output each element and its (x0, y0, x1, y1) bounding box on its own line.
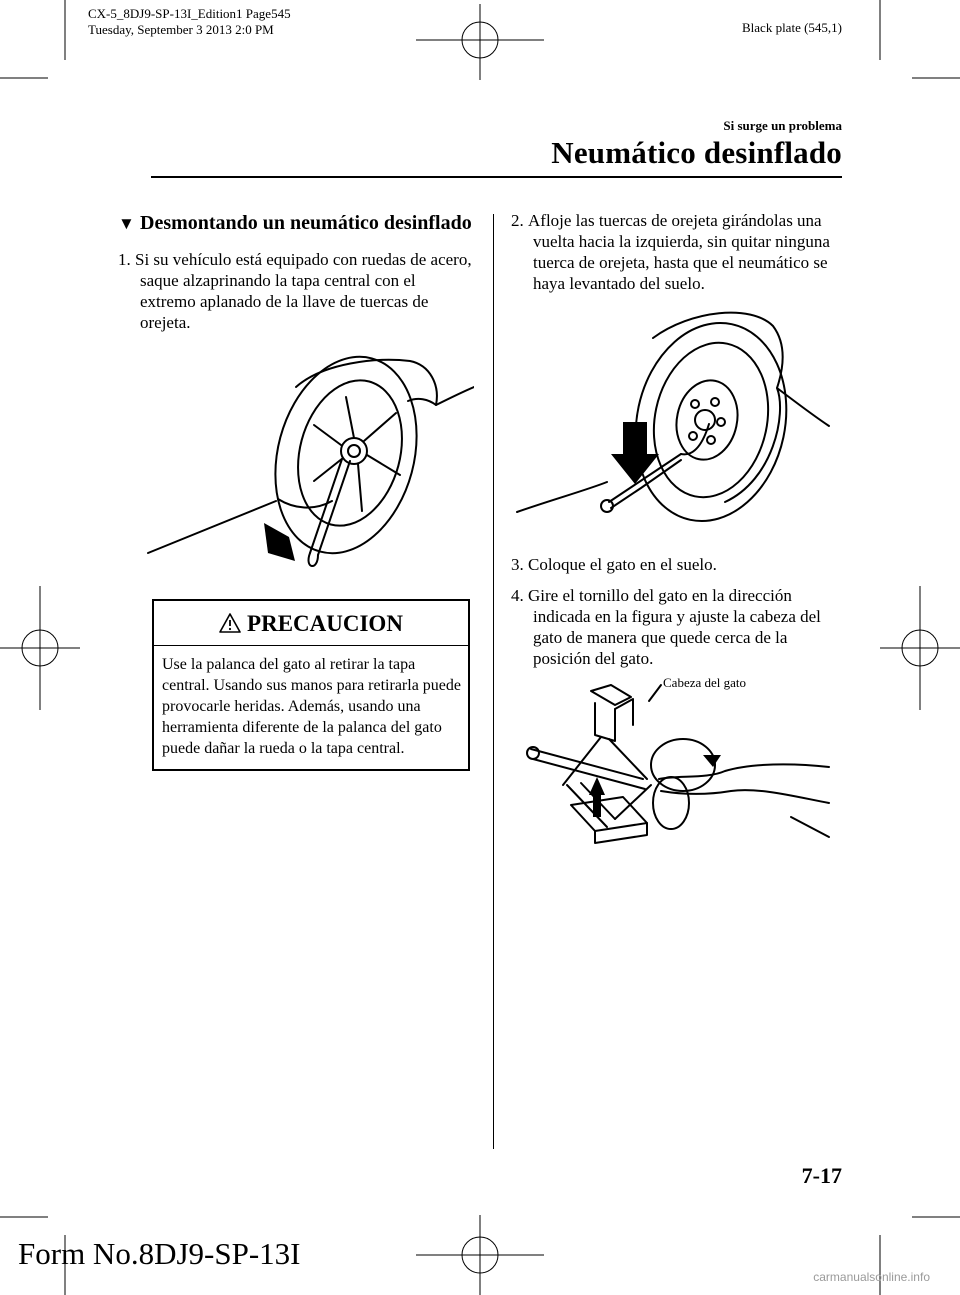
step-3-number: 3. (511, 555, 524, 574)
jack-head-label: Cabeza del gato (663, 675, 747, 690)
step-3 (511, 554, 846, 575)
wheel-cap-removal-illustration (118, 343, 474, 575)
print-header-left (88, 6, 291, 38)
caution-box (152, 599, 470, 771)
step-4-text: Gire el tornillo del gato en la dirección indicada en la figura y ajuste la cabeza del gato de manera que quede cerca de la posición del gato. (528, 586, 821, 668)
step-1-text: Si su vehículo está equipado con ruedas de acero, saque alzaprinando la tapa central con el extremo aplanado de la llave de tuercas de orejeta. (135, 250, 472, 332)
step-4 (511, 585, 846, 669)
caution-title: PRECAUCION (247, 611, 403, 636)
column-divider (493, 214, 494, 1149)
chapter-title: Si surge un problema (723, 118, 842, 133)
print-header-date: Tuesday, September 3 2013 2:0 PM (88, 22, 274, 37)
section-title: Neumático desinflado (551, 135, 842, 170)
jack-screw-illustration (511, 679, 846, 855)
step-1 (118, 249, 474, 333)
subsection-heading-text: Desmontando un neumático desinflado (140, 212, 472, 234)
triangle-marker-icon: ▼ (118, 214, 135, 233)
step-1-number: 1. (118, 250, 131, 269)
lug-nut-loosening-illustration (511, 304, 846, 544)
right-column (511, 210, 846, 855)
jack-figure (511, 675, 846, 855)
page-number: 7-17 (801, 1163, 842, 1188)
header-rule (151, 176, 842, 178)
step-2-number: 2. (511, 211, 524, 230)
step-2-text: Afloje las tuercas de orejeta girándolas una vuelta hacia la izquierda, sin quitar ninguna tuerca de orejeta, hasta que el neumático se haya levantado del suelo. (528, 211, 830, 293)
print-header-file: CX-5_8DJ9-SP-13I_Edition1 Page545 (88, 6, 291, 21)
warning-triangle-icon (219, 613, 241, 633)
left-column (118, 210, 474, 771)
caution-header (154, 601, 468, 646)
watermark: carmanualsonline.info (813, 1270, 930, 1284)
caution-text: Use la palanca del gato al retirar la tapa central. Usando sus manos para retirarla puede provocarle heridas. Además, usando una herramienta diferente de la palanca del gato puede dañar la rueda o la tapa central. (162, 656, 461, 757)
step-3-text: Coloque el gato en el suelo. (528, 555, 717, 574)
print-header-plate: Black plate (545,1) (742, 20, 842, 35)
subsection-heading (118, 210, 474, 237)
step-4-number: 4. (511, 586, 524, 605)
step-2 (511, 210, 846, 294)
form-number: Form No.8DJ9-SP-13I (18, 1236, 301, 1271)
